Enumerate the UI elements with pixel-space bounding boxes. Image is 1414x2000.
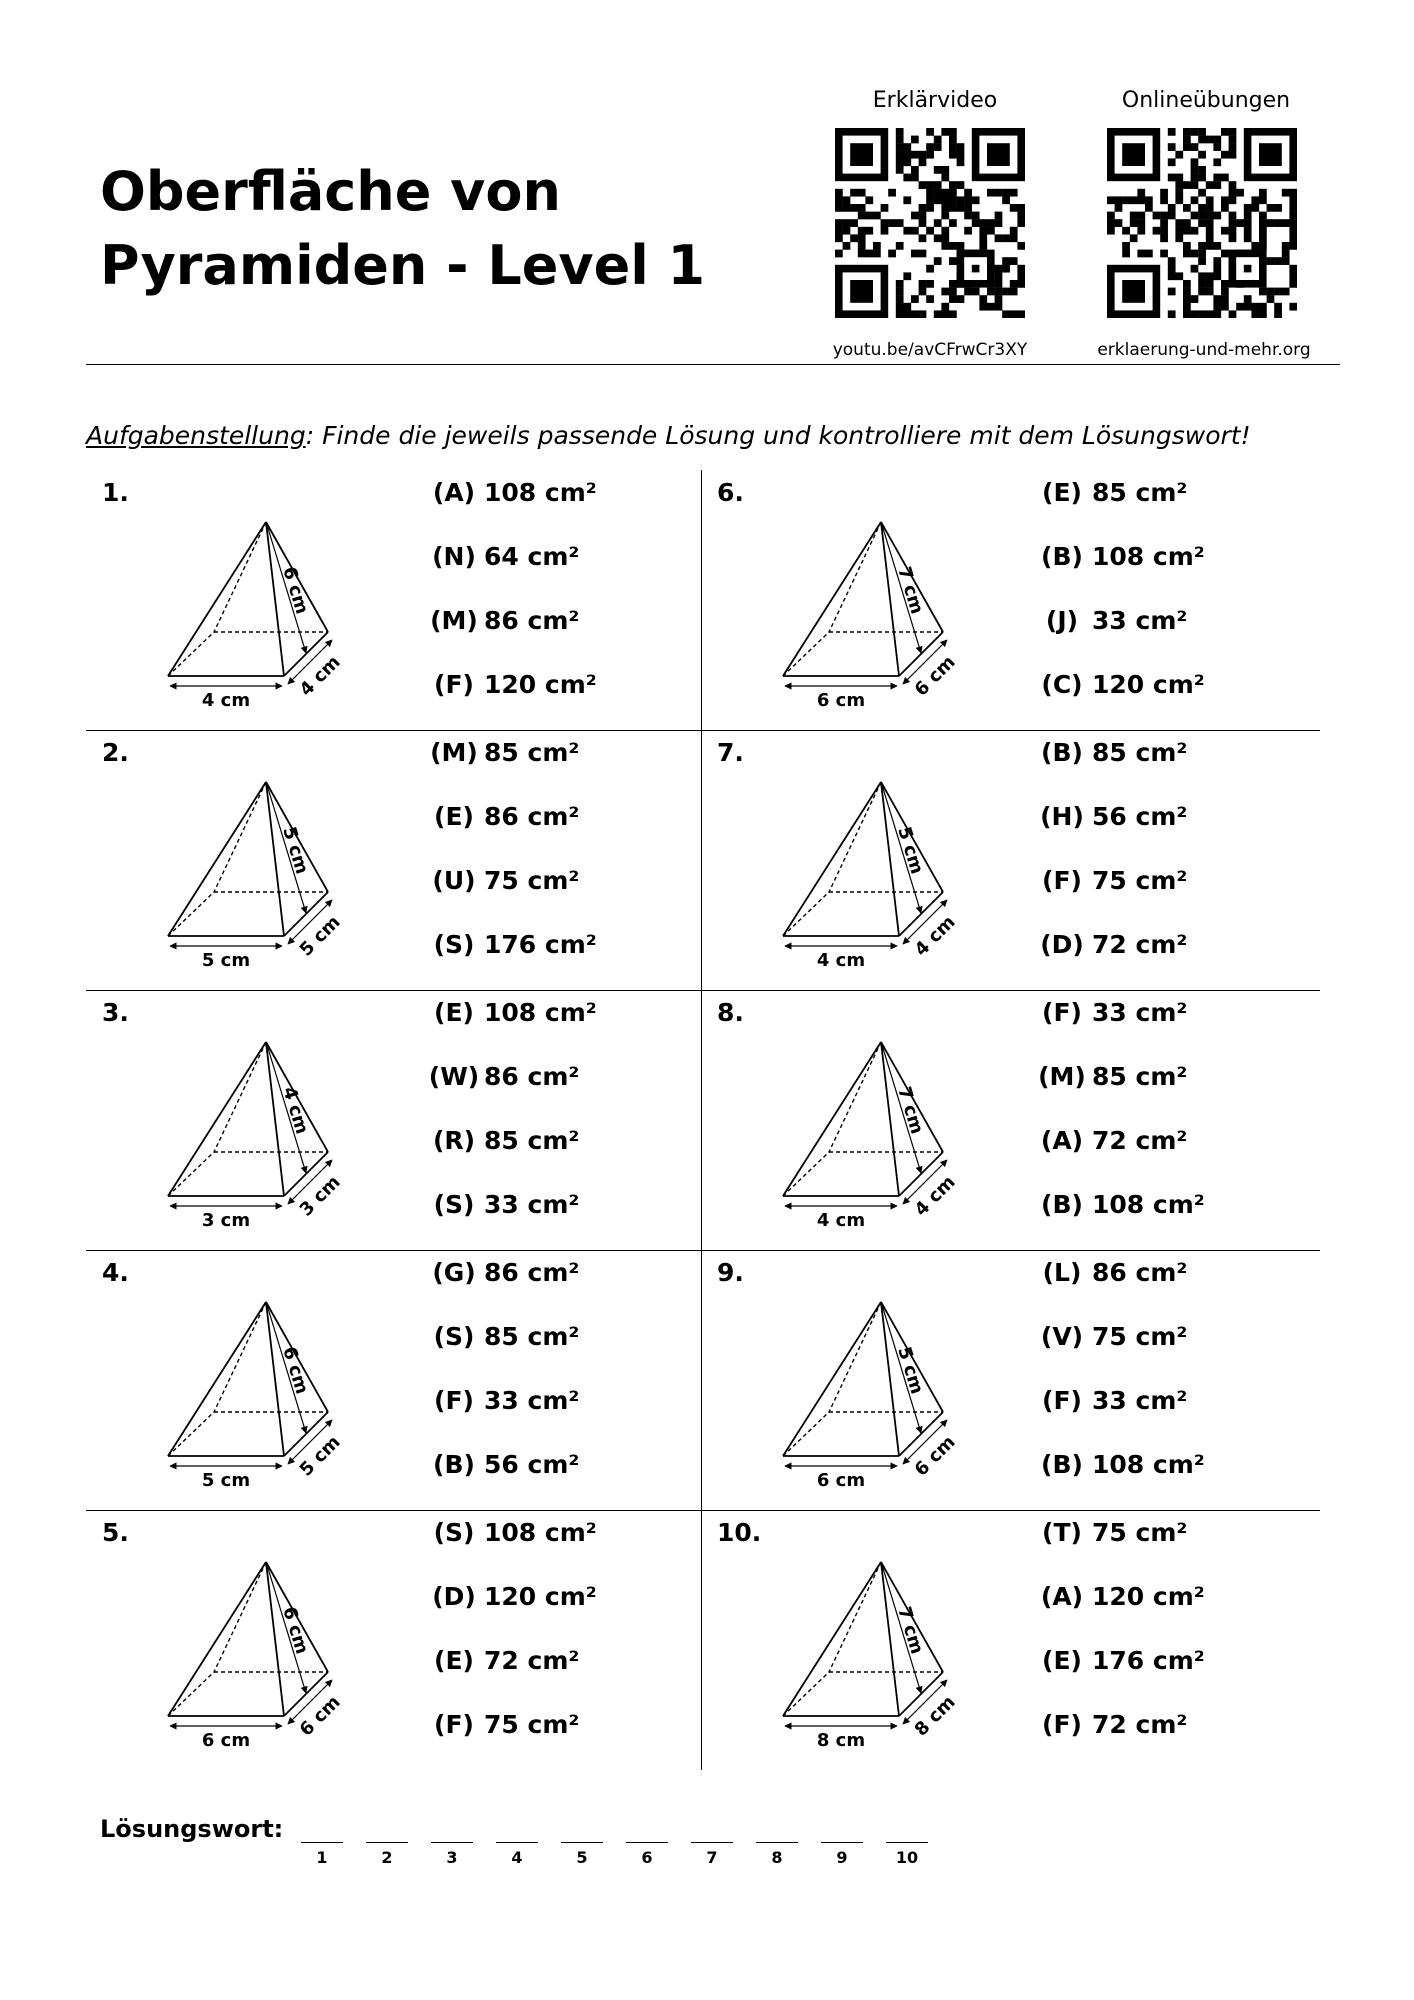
qr-code-video-icon[interactable] xyxy=(835,128,1025,318)
pyramid-diagram xyxy=(779,1260,1019,1500)
answer-letter: (B) xyxy=(1041,738,1083,767)
answer-letter: (F) xyxy=(1042,1710,1082,1739)
base-width-label: 3 cm xyxy=(201,1210,251,1231)
answer-letter: (A) xyxy=(1040,1126,1084,1155)
answer-letter: (R) xyxy=(432,1126,476,1155)
answer-letter: (F) xyxy=(434,1386,474,1415)
slant-height-label: 6 cm xyxy=(278,1344,313,1397)
answer-letter: (F) xyxy=(1042,1386,1082,1415)
answer-value: 33 cm² xyxy=(1092,998,1188,1027)
task-8 xyxy=(701,990,1316,1248)
answer-option xyxy=(426,930,597,959)
worksheet-title xyxy=(100,155,705,303)
answer-option xyxy=(426,1450,579,1479)
task-2 xyxy=(86,730,701,988)
answer-option xyxy=(1034,802,1187,831)
answer-letter: (E) xyxy=(434,1646,474,1675)
answer-option xyxy=(426,1322,579,1351)
pyramid-diagram xyxy=(779,1520,1019,1760)
task-number: 2. xyxy=(102,738,129,767)
answer-value: 72 cm² xyxy=(1092,1126,1188,1155)
answer-value: 33 cm² xyxy=(1092,606,1188,635)
answer-value: 75 cm² xyxy=(1092,1518,1188,1547)
answer-letter: (B) xyxy=(1041,1450,1083,1479)
answer-letter: (G) xyxy=(432,1258,476,1287)
solution-slot-number: 6 xyxy=(641,1848,653,1867)
answer-value: 72 cm² xyxy=(1092,1710,1188,1739)
answer-option xyxy=(1034,1386,1187,1415)
solution-slot-number: 1 xyxy=(316,1848,328,1867)
answer-option xyxy=(1034,738,1187,767)
answer-option xyxy=(426,1126,579,1155)
answer-letter: (B) xyxy=(433,1450,475,1479)
answer-letter: (E) xyxy=(434,802,474,831)
answer-value: 108 cm² xyxy=(484,998,597,1027)
answer-option xyxy=(1034,606,1187,635)
answer-value: 120 cm² xyxy=(1092,670,1205,699)
slant-height-label: 5 cm xyxy=(893,1344,928,1397)
task-instruction xyxy=(86,421,1251,450)
task-1 xyxy=(86,470,701,728)
answer-value: 85 cm² xyxy=(484,1126,580,1155)
answer-value: 75 cm² xyxy=(1092,1322,1188,1351)
answer-letter: (C) xyxy=(1041,670,1083,699)
base-width-label: 4 cm xyxy=(201,690,251,711)
base-width-label: 6 cm xyxy=(201,1730,251,1751)
answer-value: 86 cm² xyxy=(484,1062,580,1091)
answer-value: 86 cm² xyxy=(484,606,580,635)
solution-slot-number: 5 xyxy=(576,1848,588,1867)
answer-option xyxy=(426,1582,597,1611)
base-depth-label: 4 cm xyxy=(910,1171,960,1221)
solution-slot-number: 4 xyxy=(511,1848,523,1867)
answer-option xyxy=(426,1190,579,1219)
answer-option xyxy=(1034,670,1205,699)
answer-letter: (S) xyxy=(433,930,475,959)
answer-value: 85 cm² xyxy=(1092,738,1188,767)
answer-option xyxy=(1034,1518,1187,1547)
task-number: 7. xyxy=(717,738,744,767)
answer-value: 108 cm² xyxy=(1092,1450,1205,1479)
answer-value: 64 cm² xyxy=(484,542,580,571)
slant-height-label: 7 cm xyxy=(893,1084,928,1137)
task-3 xyxy=(86,990,701,1248)
answer-value: 176 cm² xyxy=(1092,1646,1205,1675)
pyramid-diagram xyxy=(164,480,404,720)
solution-letter-blank[interactable] xyxy=(431,1842,473,1843)
answer-letter: (D) xyxy=(432,1582,476,1611)
task-number: 6. xyxy=(717,478,744,507)
base-depth-label: 3 cm xyxy=(295,1171,345,1221)
solution-slot-number: 2 xyxy=(381,1848,393,1867)
solution-slot-number: 8 xyxy=(771,1848,783,1867)
task-6 xyxy=(701,470,1316,728)
task-number: 10. xyxy=(717,1518,762,1547)
answer-value: 120 cm² xyxy=(484,670,597,699)
answer-option xyxy=(1034,1582,1205,1611)
task-9 xyxy=(701,1250,1316,1508)
task-number: 8. xyxy=(717,998,744,1027)
answer-value: 33 cm² xyxy=(484,1190,580,1219)
answer-option xyxy=(426,1386,579,1415)
pyramid-diagram xyxy=(164,740,404,980)
base-depth-label: 5 cm xyxy=(295,911,345,961)
pyramid-diagram xyxy=(164,1520,404,1760)
answer-letter: (A) xyxy=(1040,1582,1084,1611)
answer-letter: (N) xyxy=(432,542,476,571)
solution-letter-blank[interactable] xyxy=(821,1842,863,1843)
qr-online-label: Onlineübungen xyxy=(1121,88,1291,113)
task-7 xyxy=(701,730,1316,988)
solution-letter-blank[interactable] xyxy=(756,1842,798,1843)
solution-slot-number: 7 xyxy=(706,1848,718,1867)
answer-option xyxy=(426,866,579,895)
answer-letter: (E) xyxy=(1042,1646,1082,1675)
answer-letter: (E) xyxy=(1042,478,1082,507)
answer-letter: (F) xyxy=(1042,998,1082,1027)
answer-option xyxy=(426,1710,579,1739)
solution-letter-blank[interactable] xyxy=(561,1842,603,1843)
base-width-label: 4 cm xyxy=(816,1210,866,1231)
answer-option xyxy=(1034,478,1187,507)
solution-letter-blank[interactable] xyxy=(496,1842,538,1843)
solution-letter-blank[interactable] xyxy=(626,1842,668,1843)
base-depth-label: 6 cm xyxy=(910,1431,960,1481)
pyramid-diagram xyxy=(164,1000,404,1240)
base-width-label: 5 cm xyxy=(201,950,251,971)
answer-value: 56 cm² xyxy=(484,1450,580,1479)
task-number: 1. xyxy=(102,478,129,507)
answer-option xyxy=(1034,1450,1205,1479)
base-width-label: 5 cm xyxy=(201,1470,251,1491)
answer-option xyxy=(1034,542,1205,571)
task-4 xyxy=(86,1250,701,1508)
answer-letter: (S) xyxy=(433,1518,475,1547)
base-width-label: 4 cm xyxy=(816,950,866,971)
answer-option xyxy=(1034,1710,1187,1739)
task-number: 3. xyxy=(102,998,129,1027)
answer-value: 72 cm² xyxy=(484,1646,580,1675)
answer-value: 56 cm² xyxy=(1092,802,1188,831)
answer-value: 108 cm² xyxy=(1092,542,1205,571)
pyramid-diagram xyxy=(779,480,1019,720)
answer-option xyxy=(1034,1646,1205,1675)
slant-height-label: 6 cm xyxy=(278,564,313,617)
solution-slot-number: 10 xyxy=(895,1848,919,1867)
instruction-prefix: Aufgabenstellung xyxy=(86,421,306,450)
header-divider xyxy=(86,364,1340,365)
answer-letter: (F) xyxy=(434,670,474,699)
task-number: 9. xyxy=(717,1258,744,1287)
answer-value: 86 cm² xyxy=(1092,1258,1188,1287)
answer-letter: (S) xyxy=(433,1322,475,1351)
base-depth-label: 4 cm xyxy=(295,651,345,701)
answer-option xyxy=(426,670,597,699)
qr-video-label: Erklärvideo xyxy=(872,88,998,113)
slant-height-label: 7 cm xyxy=(893,1604,928,1657)
answer-value: 75 cm² xyxy=(1092,866,1188,895)
base-width-label: 8 cm xyxy=(816,1730,866,1751)
answer-option xyxy=(1034,1126,1187,1155)
title-line-2: Pyramiden - Level 1 xyxy=(100,234,706,297)
base-depth-label: 4 cm xyxy=(910,911,960,961)
instruction-text: : Finde die jeweils passende Lösung und kontrolliere mit dem Lösungswort! xyxy=(305,421,1251,450)
solution-letter-blank[interactable] xyxy=(366,1842,408,1843)
task-number: 5. xyxy=(102,1518,129,1547)
solution-letter-blank[interactable] xyxy=(301,1842,343,1843)
answer-letter: (M) xyxy=(1038,1062,1086,1091)
answer-option xyxy=(1034,930,1187,959)
answer-value: 86 cm² xyxy=(484,1258,580,1287)
answer-option xyxy=(426,802,579,831)
qr-code-online-icon[interactable] xyxy=(1107,128,1297,318)
base-depth-label: 6 cm xyxy=(910,651,960,701)
answer-value: 75 cm² xyxy=(484,1710,580,1739)
base-depth-label: 6 cm xyxy=(295,1691,345,1741)
answer-option xyxy=(426,1646,579,1675)
base-width-label: 6 cm xyxy=(816,1470,866,1491)
answer-letter: (J) xyxy=(1045,606,1079,635)
slant-height-label: 4 cm xyxy=(278,1084,313,1137)
pyramid-diagram xyxy=(779,1000,1019,1240)
solution-slot-number: 9 xyxy=(836,1848,848,1867)
answer-letter: (D) xyxy=(1040,930,1084,959)
answer-option xyxy=(426,478,597,507)
answer-letter: (M) xyxy=(430,738,478,767)
answer-option xyxy=(426,1062,579,1091)
slant-height-label: 7 cm xyxy=(893,564,928,617)
answer-option xyxy=(1034,1062,1187,1091)
answer-value: 108 cm² xyxy=(484,1518,597,1547)
answer-option xyxy=(1034,1322,1187,1351)
answer-value: 120 cm² xyxy=(1092,1582,1205,1611)
answer-letter: (B) xyxy=(1041,542,1083,571)
answer-letter: (U) xyxy=(432,866,476,895)
answer-value: 108 cm² xyxy=(1092,1190,1205,1219)
answer-letter: (S) xyxy=(433,1190,475,1219)
qr-online-url[interactable]: erklaerung-und-mehr.org xyxy=(1097,340,1311,360)
answer-value: 85 cm² xyxy=(1092,478,1188,507)
answer-letter: (L) xyxy=(1042,1258,1082,1287)
answer-option xyxy=(426,998,597,1027)
answer-option xyxy=(426,1518,597,1547)
answer-letter: (V) xyxy=(1040,1322,1084,1351)
solution-slot-number: 3 xyxy=(446,1848,458,1867)
solution-letter-blank[interactable] xyxy=(886,1842,928,1843)
task-number: 4. xyxy=(102,1258,129,1287)
answer-value: 86 cm² xyxy=(484,802,580,831)
answer-value: 75 cm² xyxy=(484,866,580,895)
solution-letter-blank[interactable] xyxy=(691,1842,733,1843)
qr-video-url[interactable]: youtu.be/avCFrwCr3XY xyxy=(832,340,1028,360)
task-5 xyxy=(86,1510,701,1768)
title-line-1: Oberfläche von xyxy=(100,160,561,223)
answer-letter: (H) xyxy=(1040,802,1084,831)
answer-value: 72 cm² xyxy=(1092,930,1188,959)
task-10 xyxy=(701,1510,1316,1768)
answer-letter: (E) xyxy=(434,998,474,1027)
answer-letter: (W) xyxy=(428,1062,480,1091)
answer-value: 85 cm² xyxy=(484,1322,580,1351)
answer-option xyxy=(426,1258,579,1287)
answer-value: 120 cm² xyxy=(484,1582,597,1611)
solution-word-label: Lösungswort: xyxy=(100,1815,284,1843)
answer-option xyxy=(1034,866,1187,895)
pyramid-diagram xyxy=(779,740,1019,980)
slant-height-label: 5 cm xyxy=(278,824,313,877)
answer-letter: (T) xyxy=(1042,1518,1082,1547)
answer-option xyxy=(426,738,579,767)
answer-value: 85 cm² xyxy=(1092,1062,1188,1091)
slant-height-label: 5 cm xyxy=(893,824,928,877)
answer-value: 176 cm² xyxy=(484,930,597,959)
answer-option xyxy=(1034,998,1187,1027)
answer-option xyxy=(1034,1190,1205,1219)
answer-value: 33 cm² xyxy=(484,1386,580,1415)
answer-option xyxy=(1034,1258,1187,1287)
answer-value: 85 cm² xyxy=(484,738,580,767)
answer-value: 108 cm² xyxy=(484,478,597,507)
answer-letter: (F) xyxy=(1042,866,1082,895)
pyramid-diagram xyxy=(164,1260,404,1500)
answer-value: 33 cm² xyxy=(1092,1386,1188,1415)
answer-letter: (B) xyxy=(1041,1190,1083,1219)
slant-height-label: 6 cm xyxy=(278,1604,313,1657)
answer-option xyxy=(426,542,579,571)
base-depth-label: 8 cm xyxy=(910,1691,960,1741)
base-width-label: 6 cm xyxy=(816,690,866,711)
answer-letter: (A) xyxy=(432,478,476,507)
answer-option xyxy=(426,606,579,635)
answer-letter: (F) xyxy=(434,1710,474,1739)
base-depth-label: 5 cm xyxy=(295,1431,345,1481)
answer-letter: (M) xyxy=(430,606,478,635)
